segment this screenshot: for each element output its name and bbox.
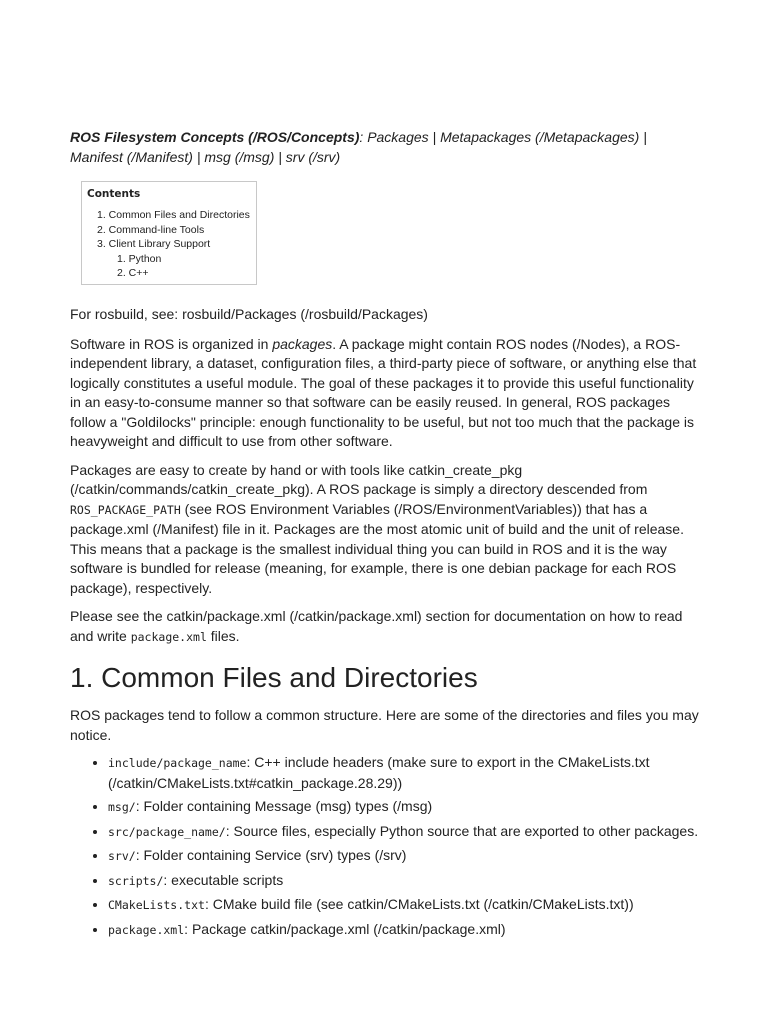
toc-item-common-files[interactable]: 1. Common Files and Directories xyxy=(97,209,250,221)
rosbuild-link[interactable]: rosbuild/Packages (/rosbuild/Packages) xyxy=(182,306,428,322)
nav-link-metapackages[interactable]: Metapackages (/Metapackages) xyxy=(440,129,640,145)
section-intro: ROS packages tend to follow a common structure. Here are some of the directories and files you may notice. xyxy=(70,707,699,743)
package-xml-paragraph: Please see the catkin/package.xml (/catkin/package.xml) section for documentation on how to read and write package.xml files. xyxy=(70,608,683,644)
section-heading-common-files: 1. Common Files and Directories xyxy=(70,662,478,693)
toc-item-command-line-tools[interactable]: 2. Command-line Tools xyxy=(97,223,205,236)
packages-paragraph: Packages are easy to create by hand or with tools like catkin_create_pkg (/catkin/commands/catkin_create_pkg). A ROS package is simply a directory descended from ROS_PACKAGE_PATH (see ROS Environment Variables (/ROS/EnvironmentVariables)) that has a package.xml (/Manifest) file in it. Packages are the most atomic unit of build and the unit of release. This means that a package is the smallest individual thing you can build in ROS and it is the way software is bundled for release (meaning, for example, there is one debian package for each ROS package), respectively. xyxy=(70,461,684,596)
list-item: • CMakeLists.txt: CMake build file (see catkin/CMakeLists.txt (/catkin/CMakeLists.txt)) xyxy=(108,895,700,916)
list-item: • scripts/: executable scripts xyxy=(108,871,700,892)
list-item: • src/package_name/: Source files, especially Python source that are exported to other packages. xyxy=(108,822,700,843)
nav-link-srv[interactable]: srv (/srv) xyxy=(285,148,341,165)
intro-paragraph: Software in ROS is organized in packages. A package might contain ROS nodes (/Nodes), a ROS-independent library, a dataset, configuration files, a third-party piece of software, or anything else that logically constitutes a useful module. The goal of these packages it to provide this useful functionality in an easy-to-consume manner so that software can be easily reused. In general, ROS packages follow a "Goldilocks" principle: enough functionality to be useful, but not too much that the package is heavyweight and difficult to use from other software. xyxy=(70,335,697,449)
concepts-nav: ROS Filesystem Concepts (/ROS/Concepts): Packages | Metapackages (/Metapackages) | Manifest (/Manifest) | msg (/msg) | srv (/srv) xyxy=(70,129,647,165)
rosbuild-note: For rosbuild, see: rosbuild/Packages (/rosbuild/Packages) xyxy=(70,306,428,322)
list-item: • msg/: Folder containing Message (msg) types (/msg) xyxy=(108,797,700,818)
nav-link-msg[interactable]: msg (/msg) xyxy=(204,148,275,165)
toc-item-client-library-support[interactable]: 3. Client Library Support xyxy=(97,238,211,250)
toc-title: Contents xyxy=(87,188,141,200)
list-item: • include/package_name: C++ include headers (make sure to export in the CMakeLists.txt (/catkin/CMakeLists.txt#catkin_package.28.29)) xyxy=(108,753,700,793)
list-item: • package.xml: Package catkin/package.xml (/catkin/package.xml) xyxy=(108,920,700,941)
concepts-link[interactable]: ROS Filesystem Concepts (/ROS/Concepts) xyxy=(70,129,360,145)
toc-item-cpp[interactable]: 2. C++ xyxy=(117,267,149,279)
nav-link-manifest[interactable]: Manifest (/Manifest) xyxy=(70,148,193,165)
content xyxy=(70,128,700,944)
nav-link-packages[interactable]: Packages xyxy=(367,129,429,145)
list-item: • srv/: Folder containing Service (srv) types (/srv) xyxy=(108,846,700,867)
table-of-contents xyxy=(81,181,257,285)
toc-item-python[interactable]: 1. Python xyxy=(117,252,162,265)
file-list xyxy=(70,753,700,940)
